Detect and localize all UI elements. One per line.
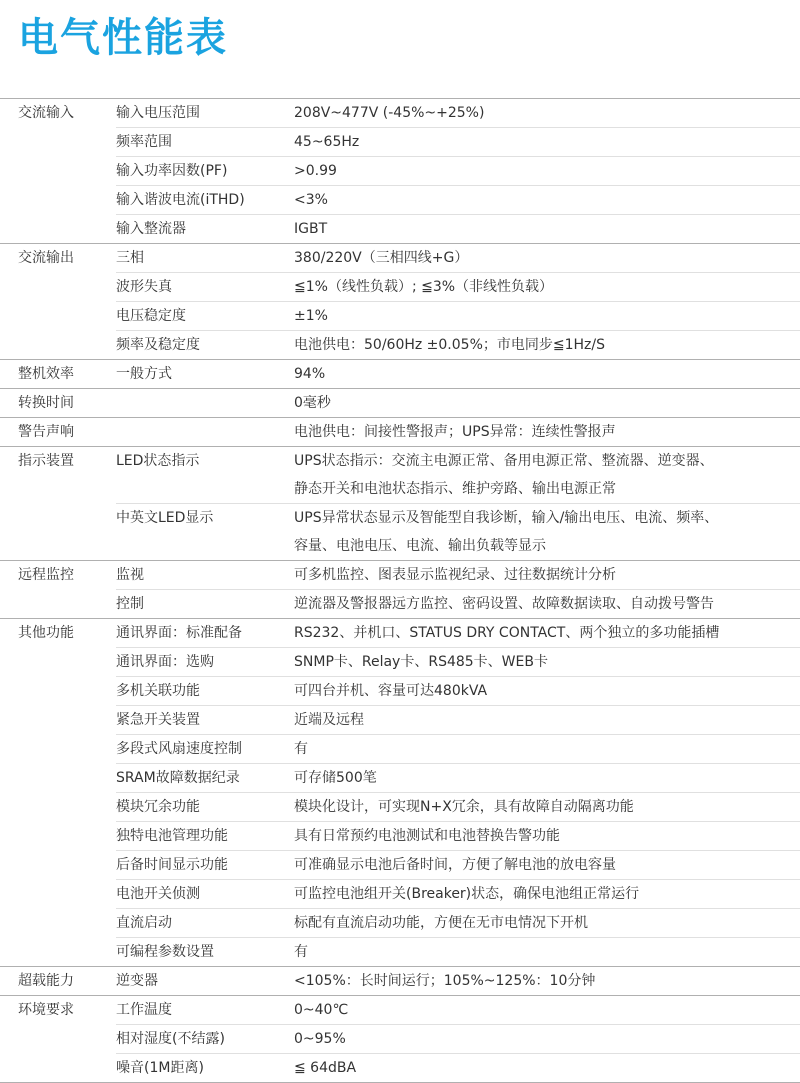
spec-group [0,417,800,446]
spec-value-line: >0.99 [294,163,337,179]
spec-row [116,619,800,647]
spec-item-label: 一般方式 [116,366,172,382]
spec-item-label: 噪音(1M距离) [116,1060,204,1076]
spec-item-label: 频率及稳定度 [116,337,200,353]
spec-value-line: 0毫秒 [294,395,331,411]
spec-item-label: 逆变器 [116,973,158,989]
spec-row [116,1024,800,1053]
spec-item-label [116,389,294,417]
spec-value-line: 静态开关和电池状态指示、维护旁路、输出电源正常 [294,481,616,497]
spec-row [116,127,800,156]
spec-value-line: 有 [294,944,308,960]
spec-value [294,215,800,243]
spec-group [0,359,800,388]
category-label: 交流输入 [18,105,74,121]
spec-group [0,966,800,995]
spec-value [294,677,800,705]
spec-value-line: <3% [294,192,328,208]
spec-row [116,503,800,560]
spec-value [294,880,800,908]
spec-item-label: LED状态指示 [116,453,200,469]
spec-item-label: 通讯界面：标准配备 [116,625,242,641]
spec-value-line: 可存储500笔 [294,770,377,786]
spec-value-line: 电池供电：50/60Hz ±0.05%；市电同步≦1Hz/S [294,337,605,353]
spec-row [116,676,800,705]
spec-row [116,705,800,734]
spec-item-label: 三相 [116,250,144,266]
spec-value [294,1025,800,1053]
category-label: 警告声响 [18,424,74,440]
spec-value-line: 208V~477V (-45%~+25%) [294,105,485,121]
spec-row [116,647,800,676]
spec-item-label: 输入电压范围 [116,105,200,121]
spec-row [116,360,800,388]
spec-item-label: 频率范围 [116,134,172,150]
category-label: 环境要求 [18,1002,74,1018]
spec-value [294,418,800,446]
spec-value [294,128,800,156]
spec-value [294,99,800,127]
spec-value [294,186,800,214]
spec-rows [116,360,800,388]
spec-row [116,389,800,417]
spec-rows [116,389,800,417]
spec-value [294,938,800,966]
spec-group [0,995,800,1083]
spec-value [294,561,800,589]
spec-item-label: 通讯界面：选购 [116,654,214,670]
spec-item-label: 监视 [116,567,144,583]
spec-value [294,996,800,1024]
spec-value [294,447,800,503]
spec-item-label: 输入功率因数(PF) [116,163,228,179]
spec-value-line: RS232、并机口、STATUS DRY CONTACT、两个独立的多功能插槽 [294,625,720,641]
spec-value [294,273,800,301]
spec-value-line: 0~95% [294,1031,346,1047]
spec-item-label: 输入整流器 [116,221,186,237]
spec-row [116,244,800,272]
spec-group [0,98,800,243]
spec-value [294,822,800,850]
spec-value-line: ≦ 64dBA [294,1060,357,1076]
spec-item-label [116,418,294,446]
spec-item-label: 控制 [116,596,144,612]
spec-row [116,967,800,995]
spec-row [116,589,800,618]
spec-value-line: 近端及远程 [294,712,364,728]
spec-item-label: 多机关联功能 [116,683,200,699]
spec-group [0,446,800,560]
spec-value [294,389,800,417]
spec-rows [116,619,800,966]
spec-row [116,185,800,214]
spec-item-label: 中英文LED显示 [116,510,214,526]
spec-rows [116,418,800,446]
spec-value-line: <105%：长时间运行；105%~125%：10分钟 [294,973,596,989]
spec-value-line: 有 [294,741,308,757]
spec-row [116,879,800,908]
spec-value [294,764,800,792]
category-label: 超载能力 [18,973,74,989]
spec-value-line: 具有日常预约电池测试和电池替换告警功能 [294,828,560,844]
spec-item-label: 输入谐波电流(iTHD) [116,192,245,208]
spec-value-line: 可监控电池组开关(Breaker)状态，确保电池组正常运行 [294,886,640,902]
spec-value-line: 可准确显示电池后备时间，方便了解电池的放电容量 [294,857,616,873]
spec-row [116,561,800,589]
category-label: 指示装置 [18,453,74,469]
spec-row [116,330,800,359]
spec-table [0,98,800,1083]
spec-row [116,301,800,330]
spec-rows [116,99,800,243]
spec-value-line: 标配有直流启动功能，方便在无市电情况下开机 [294,915,588,931]
spec-row [116,792,800,821]
spec-value-line: IGBT [294,221,328,237]
spec-group [0,243,800,359]
spec-item-label: 后备时间显示功能 [116,857,228,873]
spec-group [0,618,800,966]
spec-row [116,447,800,503]
spec-value [294,504,800,560]
spec-value-line: 0~40℃ [294,1002,349,1018]
spec-value [294,909,800,937]
spec-rows [116,244,800,359]
spec-value [294,706,800,734]
spec-value-line: SNMP卡、Relay卡、RS485卡、WEB卡 [294,654,548,670]
spec-group [0,388,800,417]
spec-row [116,418,800,446]
spec-value-line: 45~65Hz [294,134,360,150]
spec-value-line: UPS状态指示：交流主电源正常、备用电源正常、整流器、逆变器、 [294,453,714,469]
spec-value [294,1054,800,1082]
category-label: 转换时间 [18,395,74,411]
spec-rows [116,967,800,995]
spec-item-label: 直流启动 [116,915,172,931]
spec-item-label: 电池开关侦测 [116,886,200,902]
spec-item-label: 多段式风扇速度控制 [116,741,242,757]
spec-value-line: 可多机监控、图表显示监视纪录、过往数据统计分析 [294,567,616,583]
spec-row [116,908,800,937]
spec-row [116,821,800,850]
spec-item-label: 紧急开关装置 [116,712,200,728]
spec-item-label: 相对湿度(不结露) [116,1031,225,1047]
spec-row [116,272,800,301]
spec-row [116,850,800,879]
spec-group [0,560,800,618]
spec-item-label: SRAM故障数据纪录 [116,770,240,786]
spec-item-label: 模块冗余功能 [116,799,200,815]
spec-item-label: 可编程参数设置 [116,944,214,960]
spec-rows [116,447,800,560]
spec-value [294,648,800,676]
spec-rows [116,996,800,1082]
spec-value-line: 逆流器及警报器远方监控、密码设置、故障数据读取、自动拨号警告 [294,596,714,612]
spec-row [116,214,800,243]
spec-row [116,99,800,127]
spec-row [116,937,800,966]
category-label: 其他功能 [18,625,74,641]
spec-value [294,244,800,272]
spec-row [116,156,800,185]
spec-row [116,734,800,763]
spec-value [294,793,800,821]
spec-value [294,360,800,388]
category-label: 整机效率 [18,366,74,382]
spec-item-label: 独特电池管理功能 [116,828,228,844]
spec-value [294,590,800,618]
spec-value [294,619,800,647]
page-title: 电气性能表 [18,15,228,61]
spec-value-line: 可四台并机、容量可达480kVA [294,683,488,699]
spec-item-label: 工作温度 [116,1002,172,1018]
spec-value-line: 模块化设计，可实现N+X冗余，具有故障自动隔离功能 [294,799,634,815]
spec-value [294,157,800,185]
spec-value-line: ≦1%（线性负载）; ≦3%（非线性负载） [294,279,554,295]
category-label: 远程监控 [18,567,74,583]
spec-value-line: 94% [294,366,326,382]
spec-value [294,967,800,995]
spec-value-line: ±1% [294,308,328,324]
spec-value-line: 容量、电池电压、电流、输出负载等显示 [294,538,546,554]
spec-value [294,735,800,763]
spec-value [294,331,800,359]
spec-value-line: 380/220V（三相四线+G） [294,250,469,266]
spec-value [294,851,800,879]
spec-item-label: 电压稳定度 [116,308,186,324]
spec-value [294,302,800,330]
spec-value-line: 电池供电：间接性警报声；UPS异常：连续性警报声 [294,424,616,440]
spec-value-line: UPS异常状态显示及智能型自我诊断，输入/输出电压、电流、频率、 [294,510,719,526]
spec-row [116,996,800,1024]
spec-row [116,763,800,792]
spec-item-label: 波形失真 [116,279,172,295]
spec-rows [116,561,800,618]
category-label: 交流输出 [18,250,74,266]
spec-row [116,1053,800,1082]
